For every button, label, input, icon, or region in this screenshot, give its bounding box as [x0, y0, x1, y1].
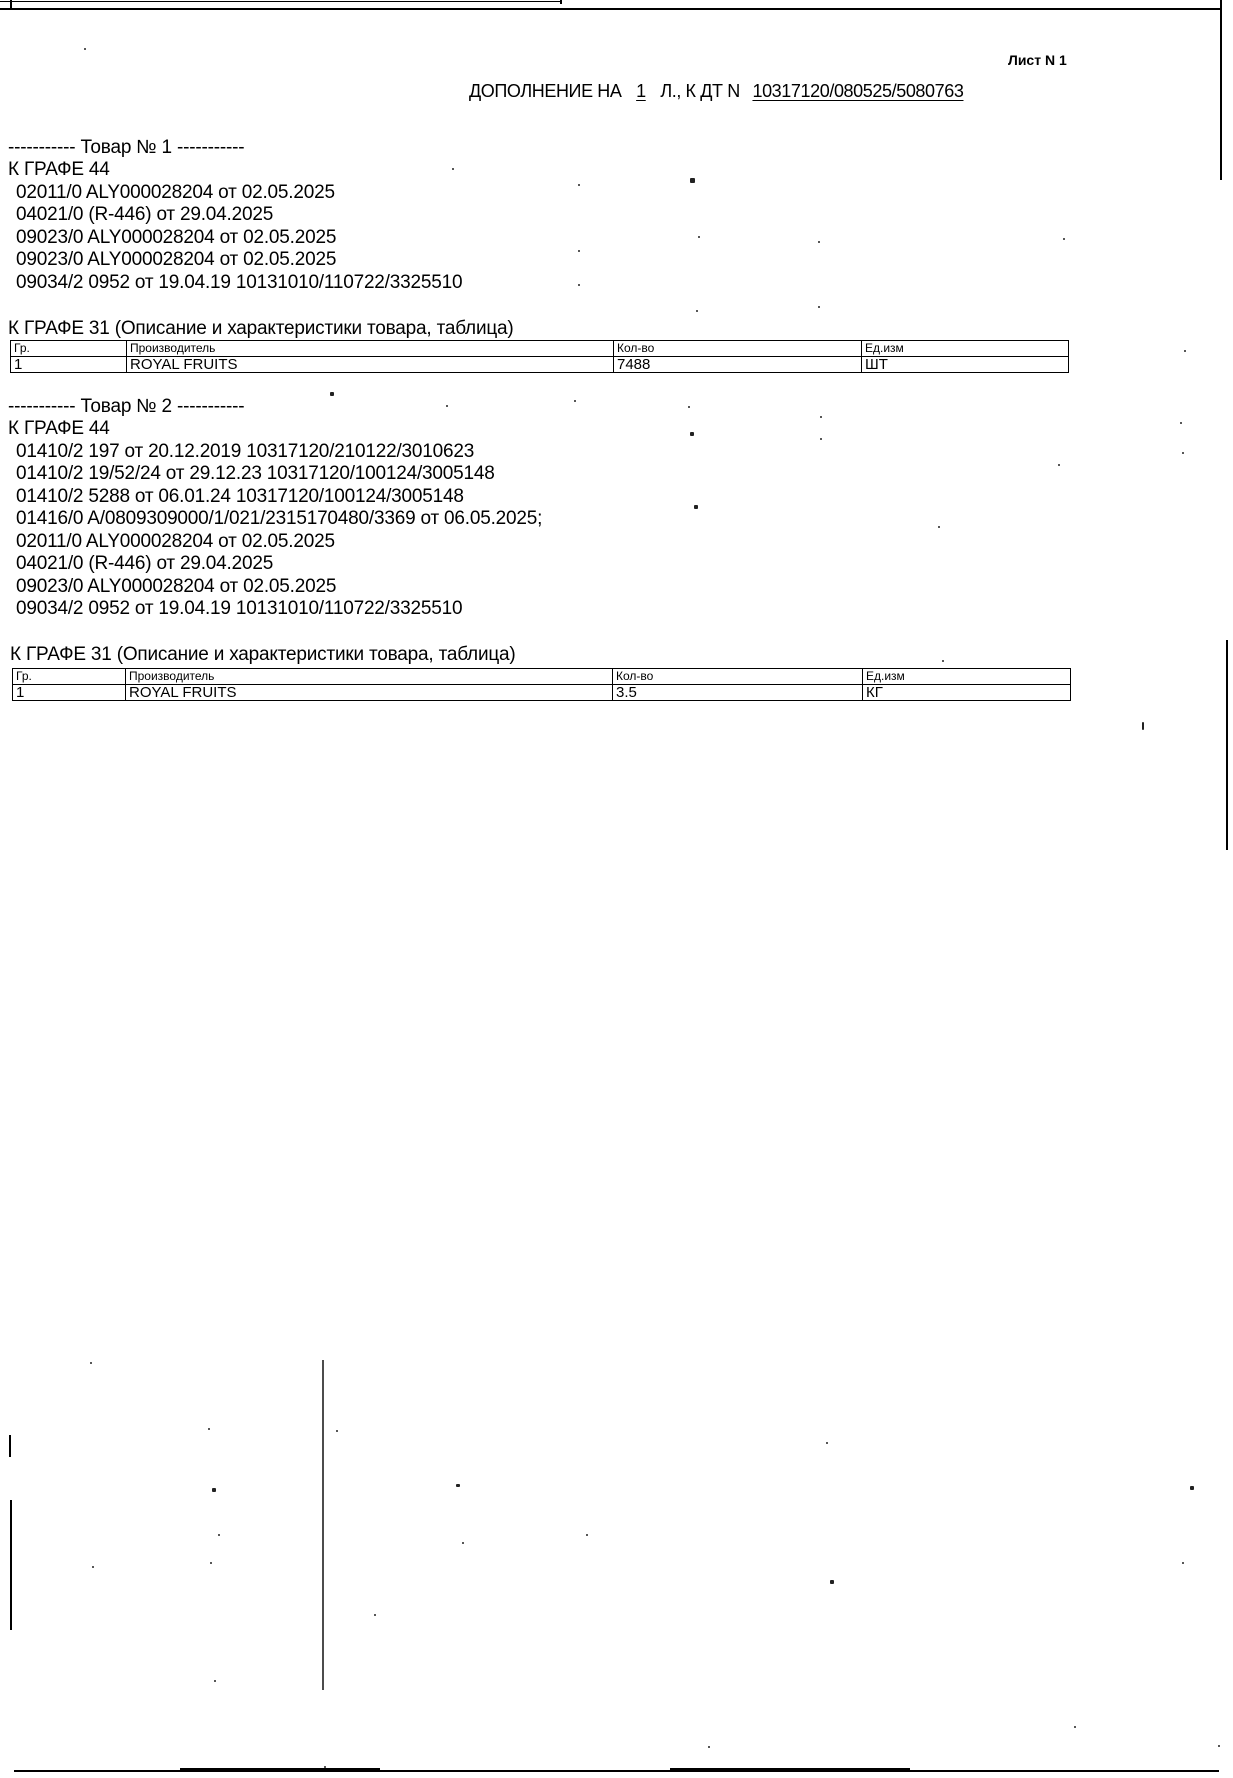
top-edge-rule [0, 8, 1220, 10]
goods-2-g31-heading: К ГРАФЕ 31 (Описание и характеристики товара, таблица) [10, 644, 516, 665]
table-header-row [11, 341, 1069, 357]
top-bracket-bar [0, 1, 560, 2]
header-middle: Л., К ДТ N [660, 81, 740, 101]
goods-2-g44-line: 01416/0 A/0809309000/1/021/2315170480/3369 от 06.05.2025; [16, 508, 543, 529]
goods-1-title: ----------- Товар № 1 ----------- [8, 137, 245, 158]
goods-2-g44-line: 02011/0 ALY000028204 от 02.05.2025 [16, 531, 335, 552]
header-dt-number: 10317120/080525/5080763 [752, 81, 964, 101]
bottom-edge-rule-thick [180, 1768, 380, 1772]
goods-1-table [10, 340, 1069, 373]
right-edge-rule [1220, 0, 1222, 180]
cell-unit: КГ [863, 685, 1071, 701]
goods-1-g44-line: 09034/2 0952 от 19.04.19 10131010/110722/3325510 [16, 272, 463, 293]
left-scan-edge [10, 1500, 12, 1630]
goods-2-g44-line: 01410/2 5288 от 06.01.24 10317120/100124/3005148 [16, 486, 464, 507]
goods-1-g31-heading: К ГРАФЕ 31 (Описание и характеристики товара, таблица) [8, 318, 514, 339]
goods-1-g44-line: 09023/0 ALY000028204 от 02.05.2025 [16, 227, 337, 248]
col-header-quantity: Кол-во [613, 669, 863, 685]
goods-1-g44-line: 02011/0 ALY000028204 от 02.05.2025 [16, 182, 335, 203]
goods-1-g44-heading: К ГРАФЕ 44 [8, 159, 110, 180]
col-header-producer: Производитель [127, 341, 614, 357]
col-header-unit: Ед.изм [862, 341, 1069, 357]
sheet-number: Лист N 1 [1008, 52, 1067, 68]
cell-producer: ROYAL FRUITS [126, 685, 613, 701]
goods-2-g44-line: 01410/2 197 от 20.12.2019 10317120/210122/3010623 [16, 441, 475, 462]
goods-2-g44-heading: К ГРАФЕ 44 [8, 418, 110, 439]
col-header-group: Гр. [13, 669, 126, 685]
cell-quantity: 7488 [614, 357, 862, 373]
goods-2-g44-line: 01410/2 19/52/24 от 29.12.23 10317120/100124/3005148 [16, 463, 495, 484]
top-bracket-end [560, 0, 562, 4]
cell-quantity: 3.5 [613, 685, 863, 701]
cell-unit: ШТ [862, 357, 1069, 373]
cell-group: 1 [11, 357, 127, 373]
goods-2-g44-line: 04021/0 (R-446) от 29.04.2025 [16, 553, 274, 574]
goods-2-g44-line: 09034/2 0952 от 19.04.19 10131010/110722/3325510 [16, 598, 463, 619]
col-header-quantity: Кол-во [614, 341, 862, 357]
page-header [469, 81, 963, 102]
goods-2-g44-line: 09023/0 ALY000028204 от 02.05.2025 [16, 576, 337, 597]
cell-producer: ROYAL FRUITS [127, 357, 614, 373]
table-row [11, 357, 1069, 373]
left-scan-tick [9, 1435, 11, 1457]
col-header-group: Гр. [11, 341, 127, 357]
header-prefix: ДОПОЛНЕНИЕ НА [469, 81, 622, 101]
col-header-unit: Ед.изм [863, 669, 1071, 685]
header-sheets: 1 [636, 81, 646, 101]
goods-2-title: ----------- Товар № 2 ----------- [8, 396, 245, 417]
goods-1-g44-line: 04021/0 (R-446) от 29.04.2025 [16, 204, 274, 225]
goods-2-table [12, 668, 1071, 701]
table-header-row [13, 669, 1071, 685]
bottom-edge-rule-thick [670, 1768, 910, 1771]
vertical-scan-line [322, 1360, 324, 1690]
right-scan-edge [1226, 640, 1228, 850]
col-header-producer: Производитель [126, 669, 613, 685]
table-row [13, 685, 1071, 701]
goods-1-g44-line: 09023/0 ALY000028204 от 02.05.2025 [16, 249, 337, 270]
cell-group: 1 [13, 685, 126, 701]
